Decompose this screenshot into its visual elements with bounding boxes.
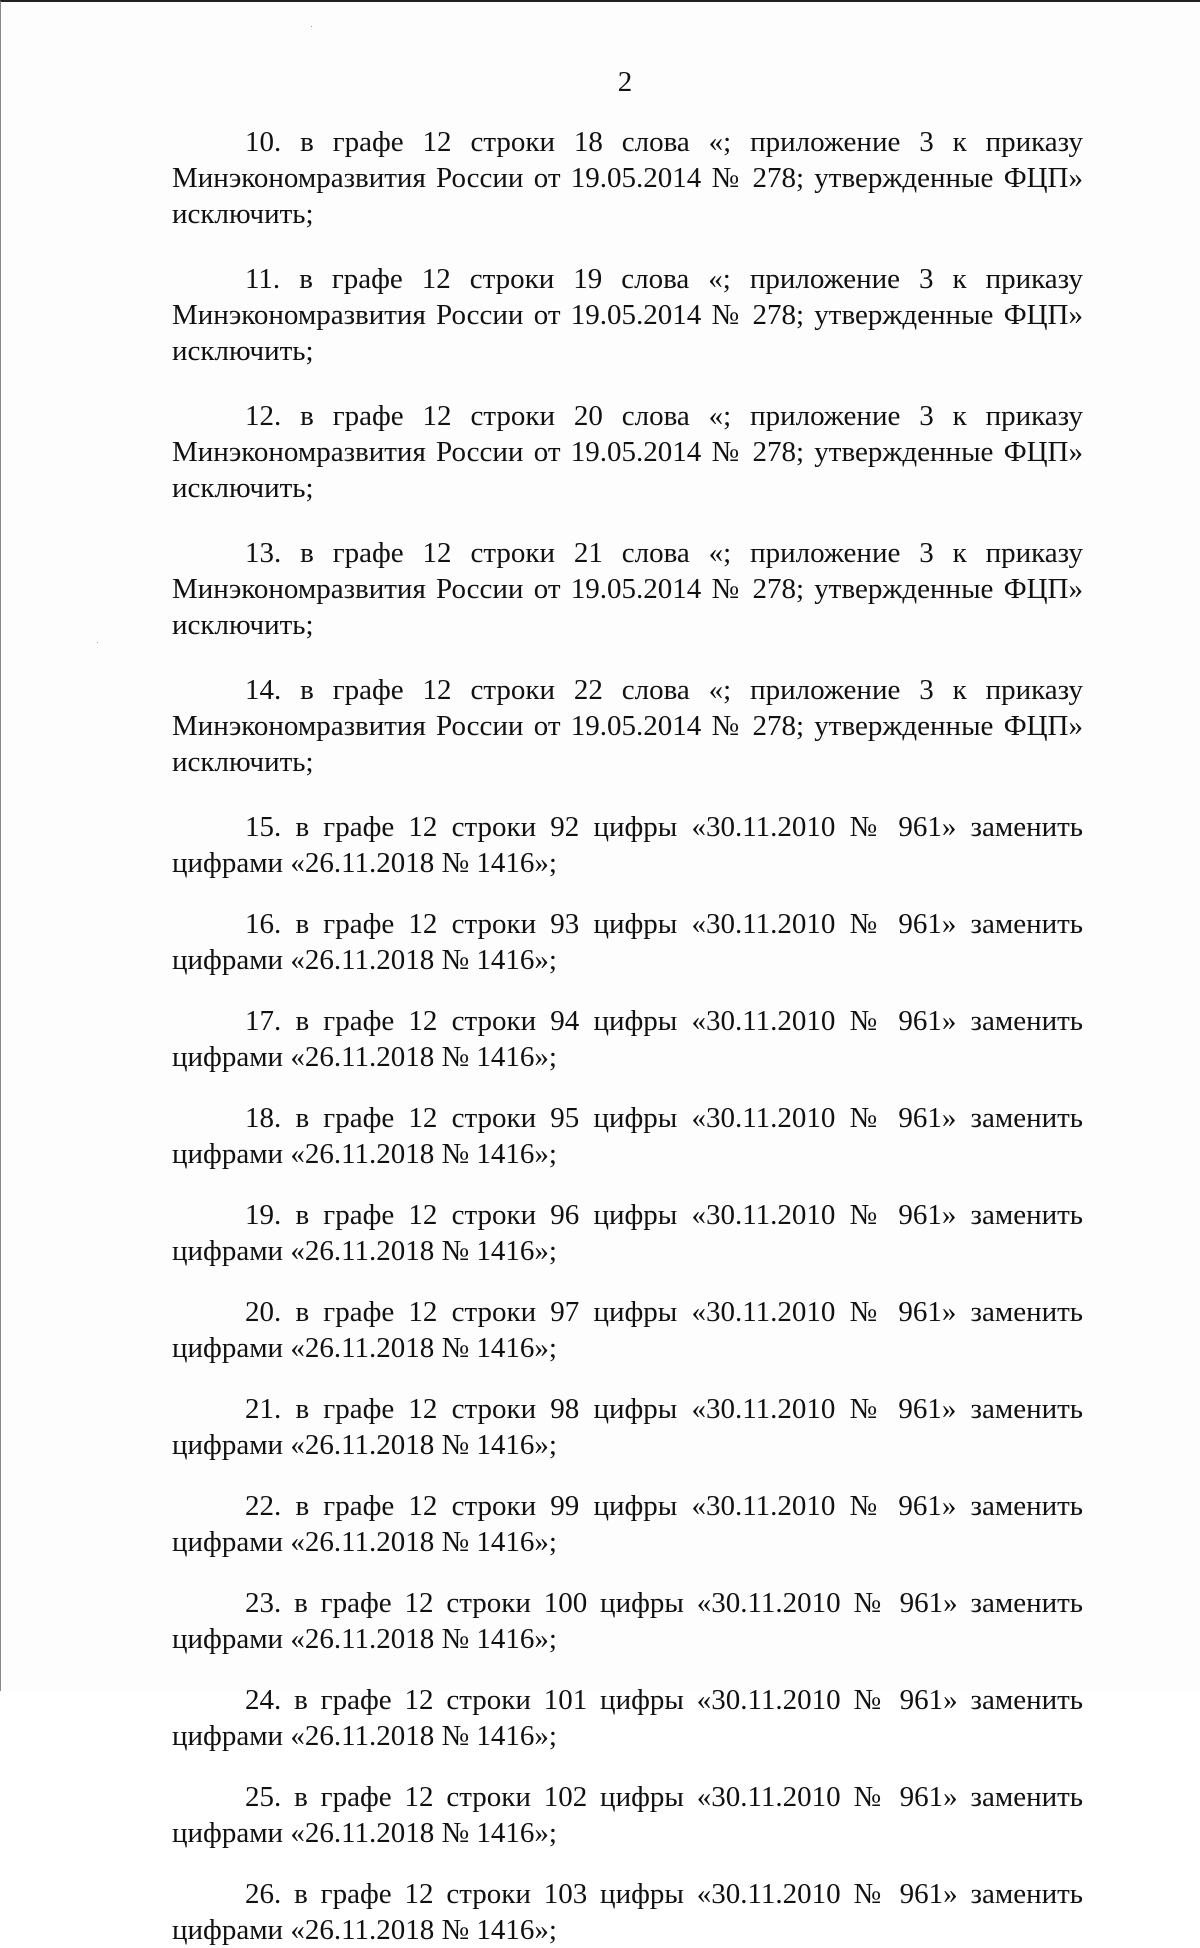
item-text: в графе 12 строки 95 цифры «30.11.2010 № 961» заменить цифрами «26.11.2018 № 1416»; (172, 1102, 1084, 1170)
list-item (172, 906, 1083, 978)
item-text: в графе 12 строки 93 цифры «30.11.2010 № 961» заменить цифрами «26.11.2018 № 1416»; (172, 908, 1084, 976)
item-number: 13. (245, 537, 282, 569)
item-text: в графе 12 строки 21 слова «; приложение 3 к приказу Минэкономразвития России от 19.05.2014 № 278; утвержденные ФЦП» исключить; (172, 537, 1084, 641)
list-item (172, 124, 1083, 232)
item-number: 10. (245, 126, 282, 158)
list-item (172, 1197, 1083, 1269)
list-item (172, 809, 1083, 881)
item-text: в графе 12 строки 20 слова «; приложение 3 к приказу Минэкономразвития России от 19.05.2014 № 278; утвержденные ФЦП» исключить; (172, 400, 1084, 504)
item-number: 14. (245, 674, 282, 706)
item-text: в графе 12 строки 96 цифры «30.11.2010 № 961» заменить цифрами «26.11.2018 № 1416»; (172, 1199, 1084, 1267)
item-text: в графе 12 строки 102 цифры «30.11.2010 № 961» заменить цифрами «26.11.2018 № 1416»; (172, 1781, 1084, 1849)
page-number: 2 (617, 66, 633, 98)
item-number: 24. (245, 1684, 282, 1716)
item-text: в графе 12 строки 98 цифры «30.11.2010 № 961» заменить цифрами «26.11.2018 № 1416»; (172, 1393, 1084, 1461)
list-item (172, 1779, 1083, 1851)
item-number: 15. (245, 811, 282, 843)
list-item (172, 1488, 1083, 1560)
list-item (172, 398, 1083, 506)
item-number: 26. (245, 1878, 282, 1910)
item-number: 23. (245, 1587, 282, 1619)
scan-speck (97, 642, 98, 643)
item-text: в графе 12 строки 18 слова «; приложение 3 к приказу Минэкономразвития России от 19.05.2014 № 278; утвержденные ФЦП» исключить; (172, 126, 1084, 230)
list-item (172, 261, 1083, 369)
item-number: 11. (245, 263, 281, 295)
item-number: 17. (245, 1005, 282, 1037)
item-number: 19. (245, 1199, 282, 1231)
item-text: в графе 12 строки 99 цифры «30.11.2010 № 961» заменить цифрами «26.11.2018 № 1416»; (172, 1490, 1084, 1558)
item-number: 21. (245, 1393, 282, 1425)
item-text: в графе 12 строки 97 цифры «30.11.2010 № 961» заменить цифрами «26.11.2018 № 1416»; (172, 1296, 1084, 1364)
item-text: в графе 12 строки 103 цифры «30.11.2010 № 961» заменить цифрами «26.11.2018 № 1416»; (172, 1878, 1084, 1946)
item-number: 25. (245, 1781, 282, 1813)
list-item (172, 1294, 1083, 1366)
item-text: в графе 12 строки 92 цифры «30.11.2010 № 961» заменить цифрами «26.11.2018 № 1416»; (172, 811, 1084, 879)
list-item (172, 1682, 1083, 1754)
list-item (172, 1391, 1083, 1463)
list-item (172, 672, 1083, 780)
document-body (172, 124, 1083, 1944)
scan-speck (311, 26, 312, 27)
item-number: 22. (245, 1490, 282, 1522)
list-item (172, 535, 1083, 643)
item-number: 20. (245, 1296, 282, 1328)
list-item (172, 1100, 1083, 1172)
item-text: в графе 12 строки 101 цифры «30.11.2010 № 961» заменить цифрами «26.11.2018 № 1416»; (172, 1684, 1084, 1752)
list-item (172, 1003, 1083, 1075)
item-text: в графе 12 строки 100 цифры «30.11.2010 № 961» заменить цифрами «26.11.2018 № 1416»; (172, 1587, 1084, 1655)
item-number: 12. (245, 400, 282, 432)
list-item (172, 1876, 1083, 1948)
item-number: 18. (245, 1102, 282, 1134)
item-text: в графе 12 строки 19 слова «; приложение 3 к приказу Минэкономразвития России от 19.05.2014 № 278; утвержденные ФЦП» исключить; (172, 263, 1084, 367)
item-text: в графе 12 строки 94 цифры «30.11.2010 № 961» заменить цифрами «26.11.2018 № 1416»; (172, 1005, 1084, 1073)
list-item (172, 1585, 1083, 1657)
item-number: 16. (245, 908, 282, 940)
item-text: в графе 12 строки 22 слова «; приложение 3 к приказу Минэкономразвития России от 19.05.2014 № 278; утвержденные ФЦП» исключить; (172, 674, 1084, 778)
